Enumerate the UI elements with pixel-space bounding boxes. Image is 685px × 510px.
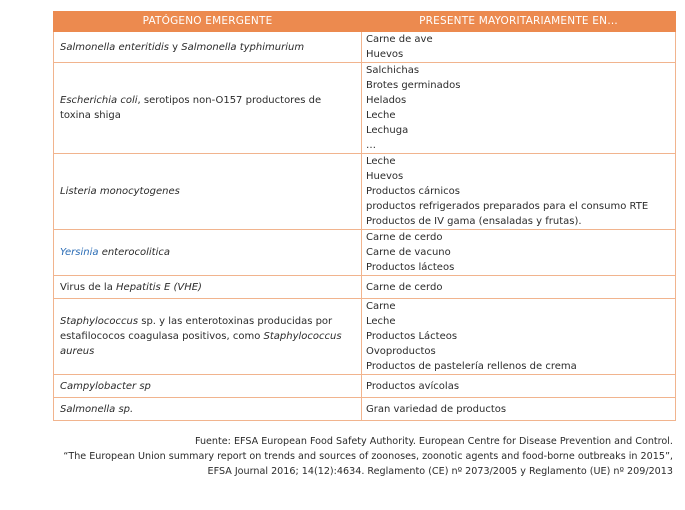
table-row <box>54 375 676 398</box>
source-line-3: EFSA Journal 2016; 14(12):4634. Reglamento (CE) nº 2073/2005 y Reglamento (UE) nº 209/2013 <box>207 466 673 477</box>
food-item: Carne de cerdo <box>366 232 443 243</box>
table-row <box>54 32 676 63</box>
pathogen-text: Salmonella enteritidis <box>60 41 169 53</box>
table-row <box>54 230 676 276</box>
food-item: Carne de vacuno <box>366 247 451 258</box>
source-citation <box>3 434 673 479</box>
table-row <box>54 154 676 230</box>
foods-cell <box>362 32 676 63</box>
food-item: Leche <box>366 110 396 121</box>
foods-cell <box>362 230 676 276</box>
food-item: Gran variedad de productos <box>366 403 507 415</box>
pathogen-table <box>53 11 676 421</box>
pathogen-text: Salmonella typhimurium <box>181 41 305 53</box>
food-item: Huevos <box>366 49 404 60</box>
food-item: Productos avícolas <box>366 380 460 392</box>
pathogen-text: Listeria monocytogenes <box>60 186 180 197</box>
food-item: Huevos <box>366 171 404 182</box>
pathogen-link[interactable]: Yersinia <box>60 247 99 258</box>
food-item: Productos lácteos <box>366 262 455 273</box>
food-item: Brotes germinados <box>366 80 461 91</box>
pathogen-text: Staphylococcus aureus <box>60 331 342 357</box>
pathogen-text: , serotipos non-O157 productores de toxina shiga <box>60 95 322 121</box>
food-item: Productos de IV gama (ensaladas y frutas). <box>366 216 582 227</box>
pathogen-text: Campylobacter sp <box>60 380 151 392</box>
pathogen-cell <box>54 154 362 230</box>
header-present-in: PRESENTE MAYORITARIAMENTE EN… <box>362 12 676 32</box>
pathogen-text: Hepatitis E (VHE) <box>116 281 202 293</box>
foods-cell <box>362 154 676 230</box>
pathogen-cell <box>54 276 362 299</box>
food-item: Carne <box>366 301 396 312</box>
table-row <box>54 299 676 375</box>
pathogen-cell <box>54 230 362 276</box>
source-line-1: Fuente: EFSA European Food Safety Authority. European Centre for Disease Prevention and Control. <box>194 436 673 447</box>
pathogen-text: sp. y las enterotoxinas producidas por estafilococos coagulasa positivos, como <box>60 316 333 342</box>
pathogen-cell <box>54 32 362 63</box>
pathogen-cell <box>54 299 362 375</box>
table-header-row <box>54 12 676 32</box>
pathogen-text: enterocolitica <box>98 247 170 258</box>
food-item: Salchichas <box>366 65 420 76</box>
pathogen-cell <box>54 375 362 398</box>
table-row <box>54 276 676 299</box>
pathogen-text: Staphylococcus <box>60 316 139 327</box>
pathogen-cell <box>54 398 362 421</box>
food-item: Carne de cerdo <box>366 281 443 293</box>
table-body <box>54 32 676 421</box>
food-item: Leche <box>366 316 396 327</box>
foods-cell <box>362 276 676 299</box>
pathogen-cell <box>54 63 362 154</box>
pathogen-text: Salmonella sp. <box>60 403 134 415</box>
table-row <box>54 398 676 421</box>
food-item: Carne de ave <box>366 34 433 45</box>
table-row <box>54 63 676 154</box>
source-line-2: “The European Union summary report on trends and sources of zoonoses, zoonotic agents and food-borne outbreaks in 2015”, <box>63 451 673 462</box>
food-item: Productos de pastelería rellenos de crema <box>366 361 577 372</box>
foods-cell <box>362 299 676 375</box>
pathogen-text: Escherichia coli <box>60 95 138 106</box>
food-item: Leche <box>366 156 396 167</box>
pathogen-text: y <box>168 41 182 53</box>
foods-cell <box>362 63 676 154</box>
food-item: productos refrigerados preparados para el consumo RTE <box>366 201 649 212</box>
food-item: Lechuga <box>366 125 409 136</box>
food-item: Helados <box>366 95 407 106</box>
foods-cell <box>362 398 676 421</box>
food-item: Ovoproductos <box>366 346 436 357</box>
food-item: Productos Lácteos <box>366 331 458 342</box>
food-item: Productos cárnicos <box>366 186 460 197</box>
foods-cell <box>362 375 676 398</box>
header-pathogen: PATÓGENO EMERGENTE <box>54 12 362 32</box>
food-item: … <box>366 140 376 151</box>
pathogen-text: Virus de la <box>60 281 117 293</box>
